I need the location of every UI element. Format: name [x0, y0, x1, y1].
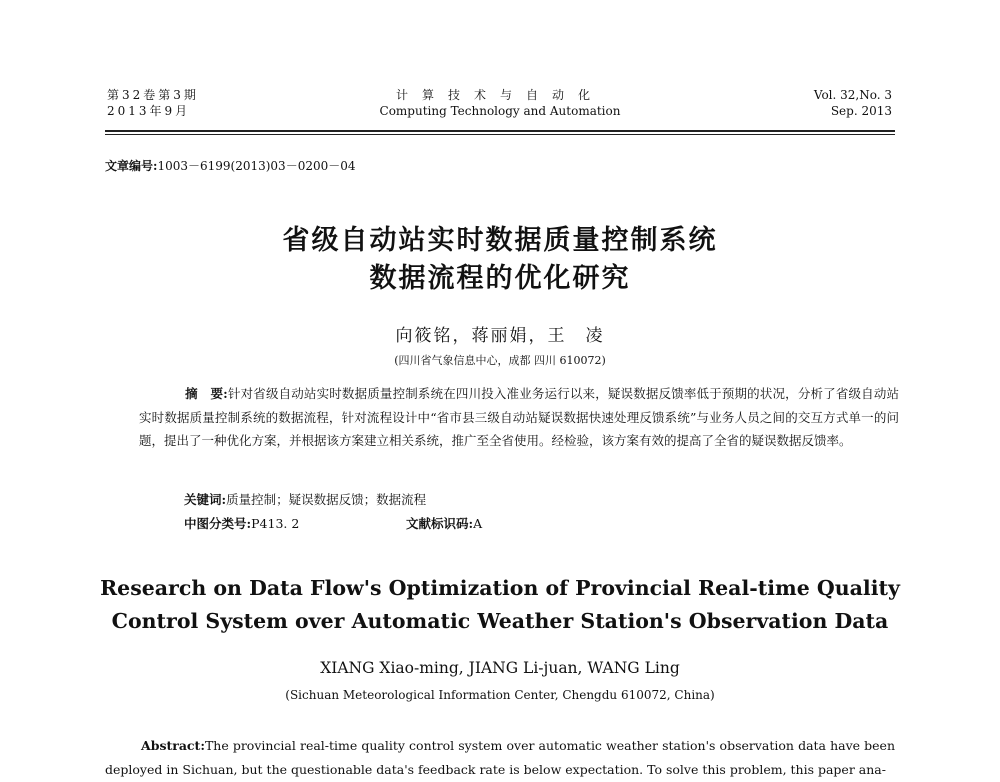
journal-name-en: Computing Technology and Automation	[379, 104, 621, 118]
keywords-cn-text: 质量控制；疑误数据反馈；数据流程	[226, 492, 427, 507]
authors-en: XIANG Xiao-ming, JIANG Li-juan, WANG Ling	[320, 659, 680, 677]
document-code-label: 文献标识码:	[406, 516, 474, 531]
article-number-value: 1003－6199(2013)03－0200－04	[157, 159, 356, 173]
abstract-cn	[139, 382, 899, 453]
volume-issue-en: Vol. 32,No. 3	[813, 88, 892, 102]
keywords-cn-label: 关键词:	[184, 492, 227, 507]
title-cn-line1: 省级自动站实时数据质量控制系统	[282, 225, 718, 256]
document-code	[406, 514, 482, 532]
abstract-en-label: Abstract:	[141, 738, 205, 753]
header-rule-thin	[105, 134, 895, 135]
header-rule-thick	[105, 130, 895, 132]
abstract-en	[105, 734, 895, 782]
abstract-cn-label: 摘 要:	[185, 386, 228, 401]
affiliation-cn: (四川省气象信息中心，成都 四川 610072)	[394, 354, 606, 367]
title-en-line2: Control System over Automatic Weather Station's Observation Data	[111, 609, 889, 633]
keywords-cn	[184, 490, 426, 508]
document-code-value: A	[473, 516, 483, 531]
authors-cn: 向筱铭，蒋丽娟，王 凌	[395, 326, 605, 346]
classification-value: P413. 2	[251, 516, 300, 531]
date-cn: 2013年9月	[107, 104, 191, 118]
abstract-cn-text: 针对省级自动站实时数据质量控制系统在四川投入准业务运行以来，疑误数据反馈率低于预期的状况，分析了省级自动站实时数据质量控制系统的数据流程，针对流程设计中“省市县三级自动站疑误数据快速处理反馈系统”与业务人员之间的交互方式单一的问题，提出了一种优化方案，并根据该方案建立相关系统，推广至全省使用。经检验，该方案有效的提高了全省的疑误数据反馈率。	[139, 386, 899, 448]
title-en-line1: Research on Data Flow's Optimization of Provincial Real-time Quality	[100, 576, 900, 600]
classification-label: 中图分类号:	[184, 516, 252, 531]
journal-name-cn: 计算技术与自动化	[395, 88, 604, 102]
abstract-en-text: The provincial real-time quality control system over automatic weather station's observation data have been deployed in Sichuan, but the questionable data's feedback rate is below expectation. To solve this problem, this paper ana-	[105, 738, 895, 777]
volume-issue-cn: 第32卷第3期	[107, 88, 199, 102]
article-number	[105, 157, 356, 174]
classification-number	[184, 514, 299, 532]
date-en: Sep. 2013	[830, 104, 892, 118]
article-number-label: 文章编号:	[105, 159, 158, 173]
journal-volume-en	[814, 87, 892, 119]
title-cn-line2: 数据流程的优化研究	[369, 263, 631, 294]
affiliation-en: (Sichuan Meteorological Information Center, Chengdu 610072, China)	[285, 688, 715, 702]
